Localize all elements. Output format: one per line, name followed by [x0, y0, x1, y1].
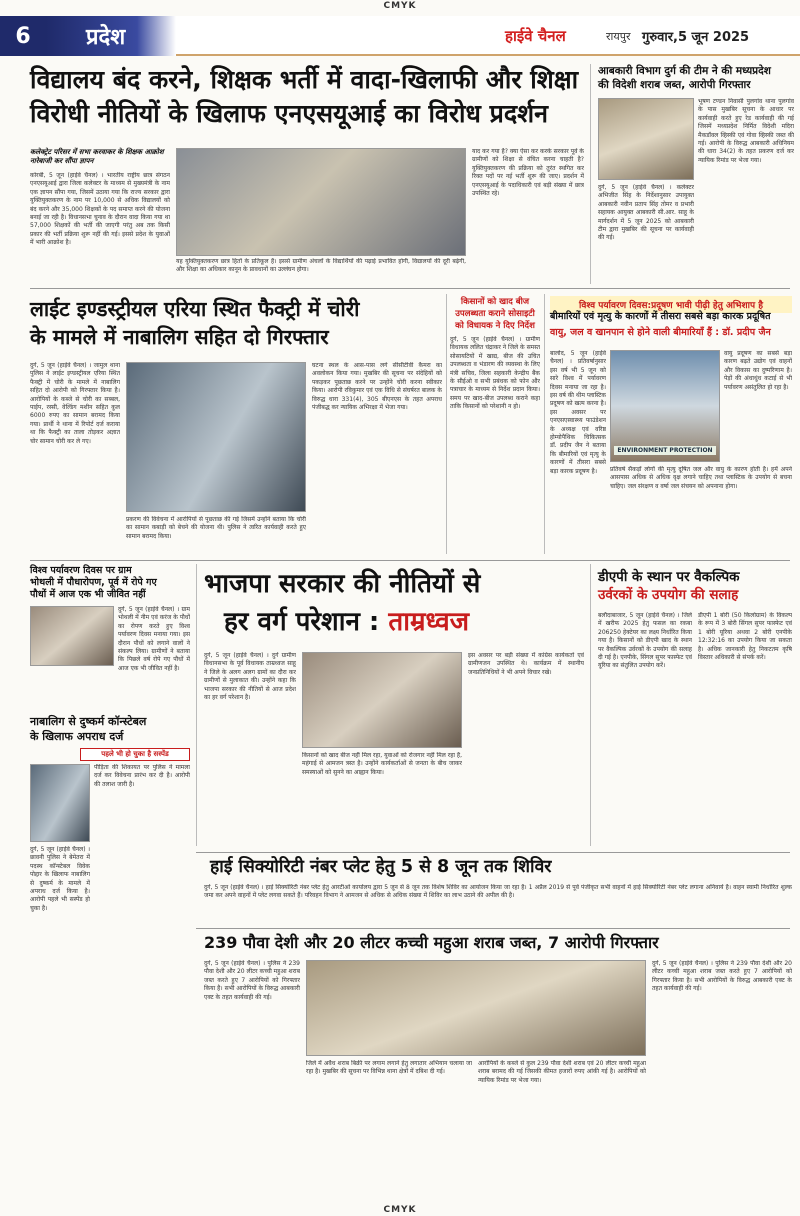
lead-subheadline: कलेक्ट्रेट परिसर में सभा करवाकर के शिक्षक आक्रोश नारेबाजी कर सौंपा ज्ञापन: [30, 148, 164, 165]
theft-body-c: प्रकरण की विवेचना में आरोपियों से पूछताछ की गई जिसमें उन्होंने बताया कि चोरी का सामान कबाड़ी को बेचने की योजना थी। पुलिस ने त्वरित कार्यवाही करते हुए सामान बरामद किया।: [126, 516, 306, 540]
env-body-a: बालोद, 5 जून (हाईवे चैनल) । प्रतिवर्षानुसार इस वर्ष भी 5 जून को सारे विश्व में पर्यावरण दिवस मनाया जा रहा है। इस वर्ष की थीम प्लास्टिक प्रदूषण को खत्म करना है। इस अवसर पर एनएसएस्वास्थ्य फाउंडेशन के अध्यक्ष एवं वरिष्ठ होम्योपैथिक चिकित्सक डॉ. प्रदीप जैन ने बताया कि बीमारियों एवं मृत्यु के कारणों में तीसरा सबसे बड़ा कारक प्रदूषण है।: [550, 350, 606, 475]
hsrp-headline: हाई सिक्योरिटी नंबर प्लेट हेतु 5 से 8 जून तक शिविर: [210, 857, 552, 877]
theft-body-a: दुर्ग, 5 जून (हाईवे चैनल) । जामुल थाना पुलिस ने लाईट इण्डस्ट्रीयल एरिया स्थित फैक्ट्री में चोरी के मामले में नाबालिग सहित दो आरोपी को गिरफ्तार किया है। आरोपियों के कब्जे से चोरी का सब्बल, पाईप, रस्सी, वेल्डिंग मशीन सहित कुल 6000 रुपए का सामान बरामद किया गया। प्रार्थी ने थाना में रिपोर्ट दर्ज कराया था कि फैक्ट्री का ताला तोड़कर अज्ञात चोर सामान चोरी कर ले गए।: [30, 362, 120, 445]
paper-name: हाईवे चैनल: [505, 27, 566, 45]
env-protection-poster: [610, 350, 720, 462]
issue-date: गुरुवार,5 जून 2025: [642, 30, 750, 45]
bjp-headline-1: भाजपा सरकार की नीतियों से: [204, 569, 481, 599]
env-headline-2: वायु, जल व खानपान से होने वाली बीमारियाँ हैं : डॉ. प्रदीप जैन: [550, 327, 771, 338]
bjp-headline-2: [224, 608, 584, 636]
excise-body-a: दुर्ग, 5 जून (हाईवे चैनल) । कलेक्टर अभिजीत सिंह के निर्देशानुसार उपायुक्त आबकारी नवीन प्रताप सिंह तोमर व प्रभारी सहायक आयुक्त आबकारी सी.आर. साहू के मार्गदर्शन में 5 जून 2025 को आबकारी टीम द्वारा मुखबिर की सूचना पर कार्यवाही की गई।: [598, 184, 694, 242]
bjp-meeting-photo: [302, 652, 462, 748]
lead-body-a: कोरबी, 5 जून (हाईवे चैनल) । भारतीय राष्ट्रीय छात्र संगठन एनएसयूआई द्वारा जिला कलेक्टर के माध्यम से मुख्यमंत्री के नाम एक ज्ञापन सौंपा गया, जिसमें उठाया गया कि राज्य सरकार द्वारा युक्तियुक्तकरण के नाम पर 10,000 से अधिक विद्यालयों को बंद करने और 35,000 शिक्षकों के पद समाप्त करने की योजना बनाई जा रही है। विधानसभा चुनाव के दौरान वादा किया गया था 57,000 शिक्षकों की भर्ती की जाएगी परंतु अब तक किसी प्रकार की भर्ती प्रक्रिया शुरू नहीं की गई। इससे प्रदेश के युवाओं में भारी आक्रोश है।: [30, 172, 170, 247]
lead-body-b: यह युक्तियुक्तकरण छात्र हितों के प्रतिकूल है। इससे ग्रामीण अंचलों के विद्यार्थियों की पढ़ाई प्रभावित होगी, विद्यालयों की दूरी बढ़ेगी, और शिक्षा का अधिकार कानून के प्रावधानों का उल्लंघन होगा।: [176, 258, 466, 274]
env-body-c: प्रतिवर्ष सैकड़ों लोगों की मृत्यु दूषित जल और वायु के कारण होती है। हमें अपने आसपास अधिक से अधिक वृक्ष लगाने चाहिए तथा प्लास्टिक के उपयोग से बचना चाहिए। जल संरक्षण व वर्षा जल संचयन को अपनाना होगा।: [610, 466, 792, 490]
theft-headline-1: लाईट इण्डस्ट्रीयल एरिया स्थित फैक्ट्री में चोरी: [30, 297, 360, 321]
section-title: प्रदेश: [46, 16, 176, 56]
farmers-headline-1: किसानों को खाद बीज: [460, 297, 530, 307]
env-banner: विश्व पर्यावरण दिवस:प्रदूषण भावी पीढ़ी हेतु अभिशाप है: [550, 296, 792, 313]
farmers-body: दुर्ग, 5 जून (हाईवे चैनल) । ग्रामीण विधायक ललित चंद्राकर ने जिले के समस्त सोसायटियों में खाद्य, बीज की उचित उपलब्धता व भंडारण की व्यवस्था के लिए मंत्री सचिव, जिला सहकारी केन्द्रीय बैंक के सीईओ व सभी प्रबंधक को फोन और पत्राचार के माध्यम से निर्देश प्रदान किया। समय पर खाद-बीज उपलब्ध कराने कहा ताकि किसानों को परेशानी न हो।: [450, 336, 540, 411]
bjp-body-c: इस अवसर पर बड़ी संख्या में कांग्रेस कार्यकर्ता एवं ग्रामीणजन उपस्थित थे। कार्यक्रम में स्थानीय जनप्रतिनिधियों ने भी अपने विचार रखे।: [468, 652, 584, 676]
farmers-headline-2: उपलब्धता कराने सोसाइटी: [455, 309, 535, 319]
theft-accused-photo: [126, 362, 306, 512]
theft-body-b: घटना स्थल के आस-पास लगे सीसीटीवी कैमरा का अवलोकन किया गया। मुखबिर की सूचना पर संदेहियों को पकड़कर पूछताछ करने पर उन्होंने चोरी करना स्वीकार किया। आरोपी रविकुमार एवं एक विधि से संघर्षरत बालक के विरुद्ध धारा 331(4), 305 बीएनएस के तहत अपराध पंजीबद्ध कर न्यायिक अभिरक्षा में भेजा गया।: [312, 362, 442, 412]
farmers-headline-3: को विधायक ने दिए निर्देश: [455, 321, 535, 331]
excise-body-b: भूषण टण्डन निवासी पुलगांव थाना पुलगांव के पास मुखबिर सूचना के आधार पर कार्यवाही करते हुए रेड कार्यवाही की गई जिसमें मध्यप्रदेश निर्मित विदेशी मदिरा मैकडॉवल व्हिस्की एवं गोवा व्हिस्की जब्त की गई। आरोपी के विरुद्ध आबकारी अधिनियम की धारा 34(2) के तहत प्रकरण दर्ज कर न्यायिक रिमांड पर भेजा गया।: [698, 98, 794, 164]
bjp-body-a: दुर्ग, 5 जून (हाईवे चैनल) । दुर्ग ग्रामीण विधानसभा के पूर्व विधायक ताम्रध्वज साहू ने जिले के अलग अलग ग्रामों का दौरा कर ग्रामीणों से मुलाकात की। उन्होंने कहा कि भाजपा सरकार की नीतियों से आज प्रदेश का हर वर्ग परेशान है।: [204, 652, 296, 702]
constable-photo: [30, 764, 90, 842]
lead-headline-1: विद्यालय बंद करने, शिक्षक भर्ती में वादा-खिलाफी और शिक्षा: [30, 65, 579, 94]
liquor-body-d: दुर्ग, 5 जून (हाईवे चैनल) । पुलिस ने 239 पौवा देशी और 20 लीटर कच्ची महुआ शराब जब्त करते हुए 7 आरोपियों को गिरफ्तार किया है। सभी आरोपियों के विरुद्ध आबकारी एक्ट के तहत कार्यवाही की गई।: [652, 960, 792, 993]
hsrp-body: दुर्ग, 5 जून (हाईवे चैनल) । हाई सिक्योरिटी नंबर प्लेट हेतु आरटीओ कार्यालय द्वारा 5 जून से 8 जून तक विशेष शिविर का आयोजन किया जा रहा है। 1 अप्रैल 2019 से पूर्व पंजीकृत सभी वाहनों में हाई सिक्योरिटी नंबर प्लेट लगाना अनिवार्य है। वाहन स्वामी निर्धारित शुल्क जमा कर अपने वाहनों में प्लेट लगवा सकते हैं। परिवहन विभाग ने आमजन से अधिक से अधिक संख्या में शिविर का लाभ उठाने की अपील की है।: [204, 884, 792, 900]
tree-planting-photo: [30, 606, 114, 666]
env-body-b: वायु प्रदूषण का सबसे बड़ा कारण बढ़ते उद्योग एवं वाहनों और विकास का दुष्परिणाम है। पेड़ों की अंधाधुंध कटाई से भी पर्यावरण असंतुलित हो रहा है।: [724, 350, 792, 391]
tree-headline-2: भोथली में पौधारोपण, पूर्व में रोपे गए: [30, 577, 157, 588]
excise-headline-2: की विदेशी शराब जब्त, आरोपी गिरफ्तार: [598, 79, 751, 91]
dap-headline-1: डीएपी के स्थान पर वैकल्पिक: [598, 569, 740, 585]
constable-subhead: पहले भी हो चुका है सस्पेंड: [80, 748, 190, 761]
bjp-headline-prefix: हर वर्ग परेशान :: [224, 607, 389, 637]
dap-headline-2: उर्वरकों के उपयोग की सलाह: [598, 587, 739, 603]
liquor-body-b: जिले में अवैध शराब बिक्री पर लगाम लगाने हेतु लगातार अभियान चलाया जा रहा है। मुखबिर की सूचना पर विभिन्न थाना क्षेत्रों में दबिश दी गई।: [306, 1060, 472, 1076]
env-poster-caption: ENVIRONMENT PROTECTION: [614, 446, 715, 455]
liquor-accused-photo: [306, 960, 646, 1056]
dap-body-a: बलौदाबाजार, 5 जून (हाईवे चैनल) । जिले में खरीफ 2025 हेतु फसल का रकबा 206250 हेक्टेयर का लक्ष्य निर्धारित किया गया है। किसानों को डीएपी खाद के स्थान पर वैकल्पिक उर्वरकों के उपयोग की सलाह दी गई है। एनपीके, सिंगल सुपर फास्फेट एवं यूरिया का संतुलित उपयोग करें।: [598, 612, 692, 670]
lead-body-c: याद कर गया है? क्या ऐसा कर करके सरकार पूर्व के ग्रामीणों को शिक्षा से वंचित करना चाहती है? युक्तियुक्तकरण की प्रक्रिया को तुरंत स्थगित कर रिक्त पदों पर नई भर्ती शुरू की जाए। प्रदर्शन में एनएसयूआई के पदाधिकारी एवं बड़ी संख्या में छात्र उपस्थित रहे।: [472, 148, 584, 198]
theft-headline-2: के मामले में नाबालिग सहित दो गिरफ्तार: [30, 325, 329, 349]
masthead: [0, 16, 800, 56]
excise-seizure-photo: [598, 98, 694, 180]
constable-headline-1: नाबालिग से दुष्कर्म कॉन्स्टेबल: [30, 715, 147, 728]
liquor-body-c: आरोपियों के कब्जे से कुल 239 पौवा देशी शराब एवं 20 लीटर कच्ची महुआ शराब बरामद की गई जिसकी कीमत हजारों रुपए आंकी गई है। आरोपियों को न्यायिक रिमांड पर भेजा गया।: [478, 1060, 646, 1084]
tree-body: दुर्ग, 5 जून (हाईवे चैनल) । ग्राम भोथली में नीम एवं करंज के पौधों का रोपण करते हुए विश्व पर्यावरण दिवस मनाया गया। इस दौरान पौधों को लगाने वालों ने संकल्प लिया। ग्रामीणों ने बताया कि पिछले वर्ष रोपे गए पौधों में आज एक भी जीवित नहीं है।: [118, 606, 190, 672]
lead-headline-2: विरोधी नीतियों के खिलाफ एनएसयूआई का विरोध प्रदर्शन: [30, 99, 548, 128]
bjp-headline-name: ताम्रध्वज: [388, 607, 470, 637]
liquor-headline: 239 पौवा देशी और 20 लीटर कच्ची महुआ शराब जब्त, 7 आरोपी गिरफ्तार: [204, 933, 659, 952]
lead-protest-photo: [176, 148, 466, 256]
paper-city: रायपुर: [606, 30, 631, 43]
page-number: 6: [0, 16, 46, 56]
cmyk-mark: CMYK: [383, 1, 417, 11]
constable-body-a: दुर्ग, 5 जून (हाईवे चैनल) । छावनी पुलिस ने बेमेतरा में पदस्थ कॉन्स्टेबल विवेक पोद्दार के खिलाफ नाबालिग से दुष्कर्म के मामले में अपराध दर्ज किया है। आरोपी पहले भी सस्पेंड हो चुका है।: [30, 846, 90, 912]
liquor-body-a: दुर्ग, 5 जून (हाईवे चैनल) । पुलिस ने 239 पौवा देशी और 20 लीटर कच्ची महुआ शराब जब्त करते हुए 7 आरोपियों को गिरफ्तार किया है। सभी आरोपियों के विरुद्ध आबकारी एक्ट के तहत कार्यवाही की गई।: [204, 960, 300, 1001]
env-headline-1: बीमारियों एवं मृत्यु के कारणों में तीसरा सबसे बड़ा कारक प्रदूषित: [550, 311, 771, 322]
excise-headline-1: आबकारी विभाग दुर्ग की टीम ने की मध्यप्रदेश: [598, 65, 771, 77]
bjp-body-b: किसानों को खाद बीज नहीं मिल रहा, युवाओं को रोजगार नहीं मिल रहा है, महंगाई से आमजन त्रस्त है। उन्होंने कार्यकर्ताओं से जनता के बीच जाकर समस्याओं को सुनने का आह्वान किया।: [302, 752, 462, 776]
tree-headline-1: विश्व पर्यावरण दिवस पर ग्राम: [30, 565, 132, 576]
cmyk-mark-bottom: CMYK: [383, 1205, 417, 1215]
dap-body-b: डीएपी 1 बोरी (50 किलोग्राम) के विकल्प के रूप में 3 बोरी सिंगल सुपर फास्फेट एवं 1 बोरी यूरिया अथवा 2 बोरी एनपीके 12:32:16 का उपयोग किया जा सकता है। अधिक जानकारी हेतु निकटतम कृषि विस्तार अधिकारी से संपर्क करें।: [698, 612, 792, 662]
constable-body-b: पीड़िता की शिकायत पर पुलिस ने मामला दर्ज कर विवेचना प्रारंभ कर दी है। आरोपी की तलाश जारी है।: [94, 764, 190, 788]
tree-headline-3: पौधों में आज एक भी जीवित नहीं: [30, 589, 146, 600]
constable-headline-2: के खिलाफ अपराध दर्ज: [30, 730, 124, 743]
